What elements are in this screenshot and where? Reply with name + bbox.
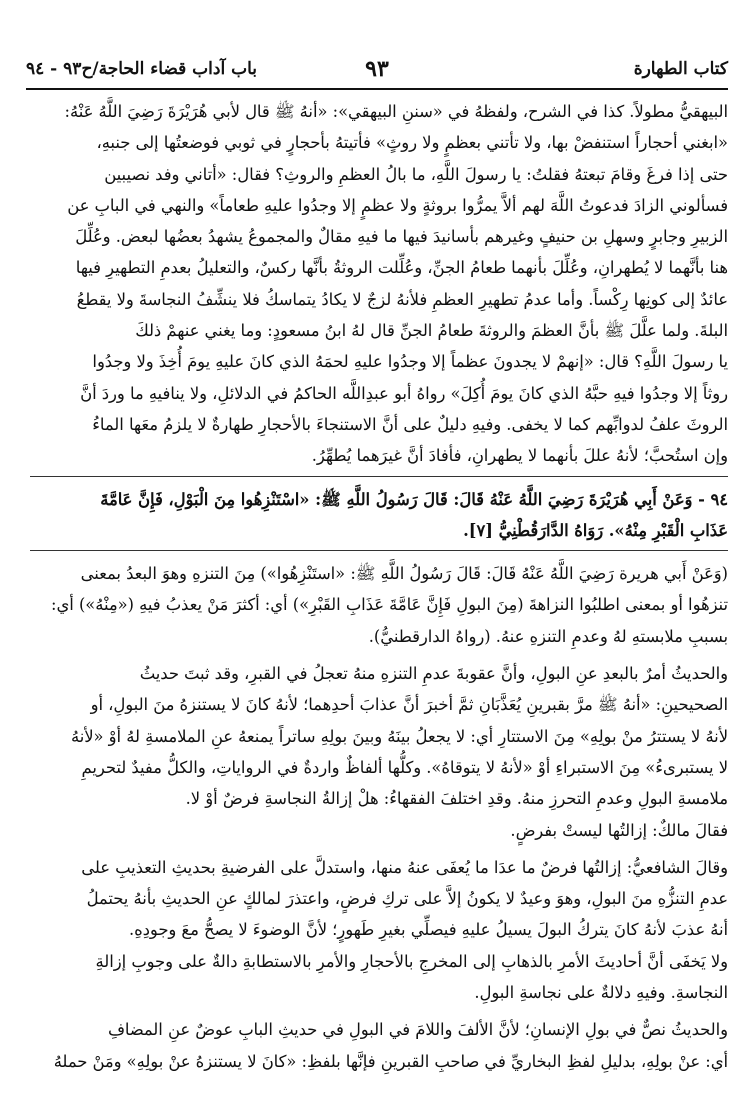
- page-number: ٩٣: [365, 56, 389, 82]
- text-line: النجاسةِ. وفيهِ دلالةٌ على نجاسةِ البولِ.: [474, 983, 728, 1003]
- text-line: يا رسولَ اللَّهِ؟ قال: «إنهمْ لا يجدونَ عظماً إلا وجدُوا عليهِ لحمَهُ الذي كانَ عليهِ يومَ أُخِذَ ولا وجدُوا: [92, 352, 728, 372]
- text-line: بسببِ ملابستهِ لهُ وعدمِ التنزهِ عنهُ. (رواهُ الدارقطنيُّ).: [368, 626, 728, 646]
- text-line: الروثَ علفُ لدوابِّهم كما لا يخفى. وفيهِ دليلٌ على أنَّ الاستنجاءَ بالأحجارِ طهارةٌ لا يلزمُ معَها الماءُ: [92, 414, 728, 434]
- text-line: «ابغني أحجاراً استنفضْ بها، ولا تأتني بعظمٍ ولا روثٍ» فأتيتهُ بأحجارٍ في ثوبي فوضعتُها إلى جنبهِ،: [96, 133, 728, 153]
- text-line: أنهُ عذبَ لأنهُ كانَ يتركُ البولَ يسيلُ عليهِ فيصلِّي بغيرِ طَهورٍ؛ لأنَّ الوضوءَ لا يصحُّ معَ وجودِهِ.: [128, 920, 728, 940]
- section-2: [30, 658, 728, 814]
- text-line: تنزهُوا أو بمعنى اطلبُوا النزاهةَ (مِنَ البولِ فَإِنَّ عَامَّةَ عَذَابِ القَبْرِ») أي: أكثرَ مَنْ يعذبُ فيهِ («مِنْهُ») أي:: [51, 595, 728, 615]
- text-line: وقالَ الشافعيُّ: إزالتُها فرضٌ ما عدَا ما يُعفَى عنهُ منها، واستدلَّ على الفرضيةِ بحديثِ التعذيبِ على: [81, 857, 728, 877]
- chapter-title: باب آداب قضاء الحاجة/ح٩٣ - ٩٤: [26, 59, 258, 79]
- text-line: البيهقيُّ مطولاً. كذا في الشرح، ولفظهُ في «سننِ البيهقي»: «أنهُ ﷺ قال لأبي هُرَيْرَةَ رَضِيَ اللَّهُ عَنْهُ:: [64, 102, 728, 121]
- text-line: فسألوني الزادَ فدعوتُ اللَّهَ لهم ألاَّ يمرُّوا بروثةٍ ولا عظمٍ إلا وجدُوا عليهِ طعاماً» والنهي في البابِ عن: [67, 195, 728, 215]
- text-line: لا يستبرىءُ» مِنَ الاستبراءِ أوْ «لأنهُ لا يتوقاهُ». وكلُّها ألفاظٌ واردةٌ في الرواياتِ، والكلُّ مفيدٌ لتحريمِ: [81, 757, 728, 777]
- text-line: أي: عنْ بولِهِ، بدليلِ لفظِ البخاريِّ في صاحبِ القبرينِ فإنَّها بلفظِ: «كانَ لا يستنزهُ عنْ بولِهِ» ومَنْ حملهُ: [53, 1051, 728, 1071]
- hadith-94: [30, 484, 728, 547]
- running-header: [26, 52, 728, 86]
- section-5: [30, 1014, 728, 1077]
- text-line: ولا يَخفَى أنَّ أحاديثَ الأمرِ بالذهابِ إلى المخرجِ بالأحجارِ والأمرِ بالاستطابةِ دالةٌ على وجوبِ إزالةِ: [95, 951, 728, 971]
- text-line: لأنهُ لا يستترُ منْ بولِهِ» مِنَ الاستتارِ أي: لا يجعلُ بينَهُ وبينَ بولِهِ ساتراً يمنعهُ عنِ الملامسةِ لهُ أوْ «لأنهُ: [71, 726, 728, 746]
- text-line: روثاً إلا وجدُوا فيهِ حبَّهُ الذي كانَ يومَ أُكِلَ» رواهُ أبو عبدِاللَّه الحاكمُ في الدلائلِ، ولا ينافيهِ ما وردَ أنَّ: [80, 383, 728, 403]
- page-body: [30, 96, 728, 1077]
- header-rule: [26, 88, 728, 90]
- section-4: [30, 852, 728, 1008]
- text-line: حتى إذا فرغَ وقامَ تبعتهُ فقلتُ: يا رسولَ اللَّهِ، ما بالُ العظمِ والروثِ؟ فقال: «أتاني وفد نصيبين: [104, 164, 728, 184]
- section-3: [30, 815, 728, 846]
- text-line: عدمِ التنزُّهِ منَ البولِ، وهوَ وعيدٌ لا يكونُ إلاَّ على تركِ فرضٍ، واعتذرَ لمالكٍ عنِ الحديثِ بأنهُ يحتملُ: [86, 889, 728, 909]
- hadith-line: ٩٤ - وَعَنْ أَبِي هُرَيْرَةَ رَضِيَ اللَّهُ عَنْهُ قَالَ: قَالَ رَسُولُ اللَّهِ ﷺ: «اسْتَنْزِهُوا مِنَ الْبَوْلِ، فَإِنَّ عَامَّةَ: [100, 489, 728, 509]
- section-divider: [30, 550, 728, 551]
- hadith-line: عَذَابِ الْقَبْرِ مِنْهُ». رَوَاهُ الدَّارَقُطْنِيُّ [٧].: [463, 520, 728, 540]
- text-line: والحديثُ نصٌّ في بولِ الإنسانِ؛ لأنَّ الألفَ واللامَ في البولِ في حديثِ البابِ عوضٌ عنِ المضافِ: [107, 1020, 728, 1040]
- text-line: وإن استُحبَّ؛ لأنهُ عللَ بأنهما لا يطهرانِ، فأفادَ أنَّ غيرَهما يُطهِّرُ.: [311, 446, 728, 466]
- book-title: كتاب الطهارة: [633, 59, 728, 79]
- text-line: الصحيحينِ: «أنهُ ﷺ مرَّ بقبرينِ يُعَذَّبَانِ ثمَّ أخبرَ أنَّ عذابَ أحدِهما؛ لأنهُ كانَ لا يستنزهُ منَ البولِ، أو: [90, 695, 728, 715]
- section-1: [30, 96, 728, 472]
- text-line: فقالَ مالكٌ: إزالتُها ليستْ بفرضٍ.: [510, 820, 728, 840]
- text-line: عائدٌ إلى كونِها رِكْساً. وأما عدمُ تطهيرِ العظمِ فلأنهُ لزجٌ لا يكادُ يتماسكُ فلا ينشِّفُ النجاسةَ ولا يقطعُ: [76, 289, 728, 309]
- text-line: والحديثُ أمرٌ بالبعدِ عنِ البولِ، وأنَّ عقوبةَ عدمِ التنزهِ منهُ تعجلُ في القبرِ، وقد ثبتَ حديثُ: [139, 664, 728, 684]
- text-line: (وَعَنْ أَبي هريرة رَضِيَ اللَّهُ عَنْهُ قَالَ: قَالَ رَسُولُ اللَّهِ ﷺ: «استَنْزِهُوا») مِنَ التنزهِ وهوَ البعدُ بمعنى: [80, 564, 728, 584]
- text-line: هنا بأنَّهما لا يُطهرانِ، وعُلِّلَ بأنهما طعامُ الجنِّ، وعُلِّلت الروثةُ بأنَّها ركسٌ، والتعليلُ بعدمِ التطهيرِ فيها: [75, 258, 728, 278]
- text-line: البلةَ. ولما علَّلَ ﷺ بأنَّ العظمَ والروثةَ طعامُ الجنِّ قال لهُ ابنُ مسعودٍ: وما يغني عنهمْ ذلكَ: [135, 321, 728, 341]
- section-divider: [30, 476, 728, 477]
- commentary: [30, 558, 728, 652]
- text-line: الزبيرِ وجابرٍ وسهلِ بن حنيفٍ وغيرهم بأسانيدَ فيها ما فيهِ مقالٌ والمجموعُ يشهدُ بعضُها لبعض. وعُلِّلَ: [75, 227, 728, 247]
- text-line: ملامسةِ البولِ وعدمِ التحرزِ منهُ. وقدِ اختلفَ الفقهاءُ: هلْ إزالةُ النجاسةِ فرضٌ أوْ لا.: [185, 789, 728, 809]
